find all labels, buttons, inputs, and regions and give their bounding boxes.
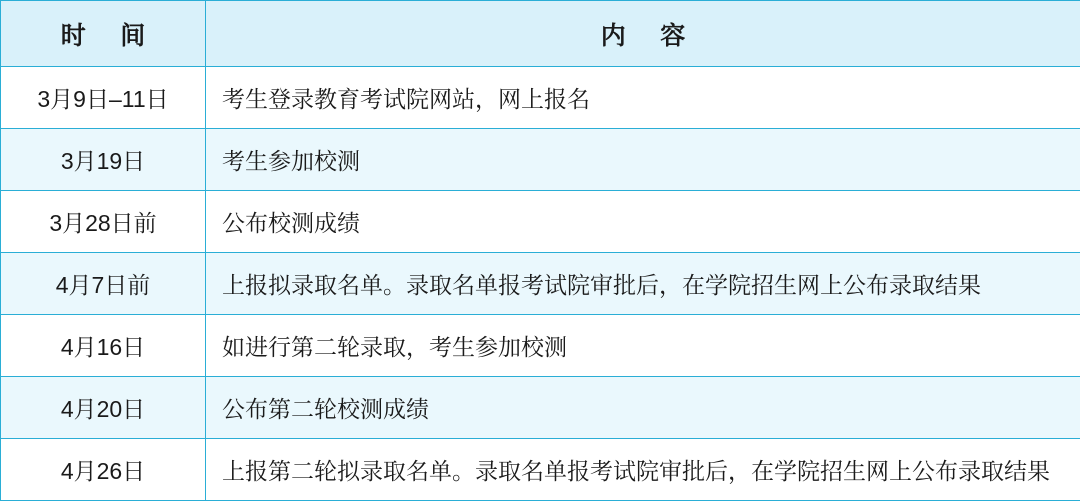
cell-time: 3月9日–11日 xyxy=(1,67,206,129)
cell-time: 3月19日 xyxy=(1,129,206,191)
table-row xyxy=(1,67,1080,129)
cell-time: 4月7日前 xyxy=(1,253,206,315)
table-header-row xyxy=(1,1,1080,67)
cell-time: 4月16日 xyxy=(1,315,206,377)
cell-content: 公布校测成绩 xyxy=(206,191,1080,253)
table-row xyxy=(1,315,1080,377)
table-row xyxy=(1,191,1080,253)
column-header-time-label: 时 间 xyxy=(47,16,159,52)
table-row xyxy=(1,129,1080,191)
column-header-content xyxy=(206,1,1080,67)
table-row xyxy=(1,253,1080,315)
table-row xyxy=(1,439,1080,501)
cell-content: 考生参加校测 xyxy=(206,129,1080,191)
table-row xyxy=(1,377,1080,439)
column-header-content-label: 内 容 xyxy=(587,16,699,52)
cell-time: 3月28日前 xyxy=(1,191,206,253)
table-body xyxy=(1,67,1080,501)
cell-content: 上报第二轮拟录取名单。录取名单报考试院审批后，在学院招生网上公布录取结果 xyxy=(206,439,1080,501)
cell-time: 4月20日 xyxy=(1,377,206,439)
cell-content: 上报拟录取名单。录取名单报考试院审批后，在学院招生网上公布录取结果 xyxy=(206,253,1080,315)
cell-content: 如进行第二轮录取，考生参加校测 xyxy=(206,315,1080,377)
column-header-time xyxy=(1,1,206,67)
cell-time: 4月26日 xyxy=(1,439,206,501)
cell-content: 考生登录教育考试院网站，网上报名 xyxy=(206,67,1080,129)
cell-content: 公布第二轮校测成绩 xyxy=(206,377,1080,439)
table-header xyxy=(1,1,1080,67)
